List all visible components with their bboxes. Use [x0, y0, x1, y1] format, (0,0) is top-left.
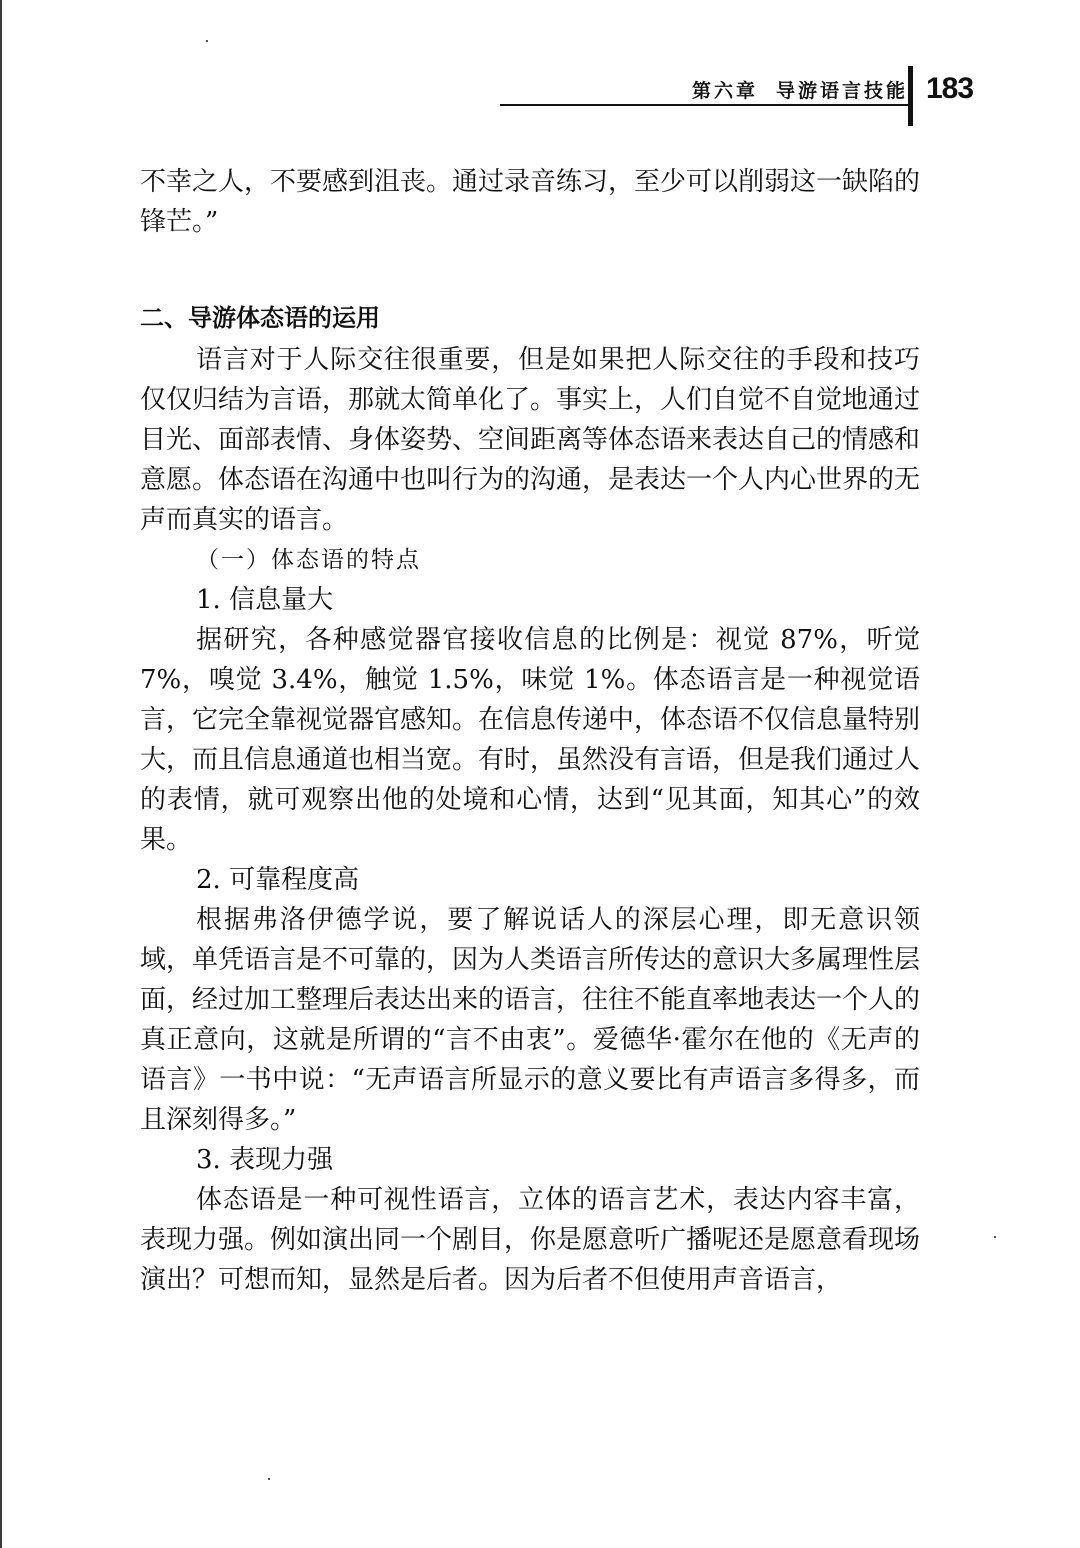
header-rule: [500, 104, 908, 106]
continued-paragraph: 不幸之人，不要感到沮丧。通过录音练习，至少可以削弱这一缺陷的锋芒。”: [140, 167, 921, 237]
running-header-title: [692, 76, 908, 103]
paragraph-reliability: 根据弗洛伊德学说，要了解说话人的深层心理，即无意识领域，单凭语言是不可靠的，因为人类语言所传达的意识大多属理性层面，经过加工整理后表达出来的语言，往往不能直率地表达一个人的真正意向，这就是所谓的“言不由衷”。爱德华·霍尔在他的《无声的语言》一书中说：“无声语言所显示的意义要比有声语言多得多，而且深刻得多。”: [140, 905, 921, 1135]
item-heading-3: 3. 表现力强: [196, 1145, 334, 1175]
page-left-edge: [0, 0, 2, 1548]
paragraph-information: 据研究，各种感觉器官接收信息的比例是：视觉 87%，听觉 7%，嗅觉 3.4%，触觉 1.5%，味觉 1%。体态语言是一种视觉语言，它完全靠视觉器官感知。在信息传递中，体态语不仅信息量特别大，而且信息通道也相当宽。有时，虽然没有言语，但是我们通过人的表情，就可观察出他的处境和心情，达到“见其面，知其心”的效果。: [140, 625, 921, 855]
header-divider-bar: [908, 66, 913, 126]
section-heading: 二、导游体态语的运用: [140, 304, 380, 332]
scan-speck: [994, 1236, 996, 1238]
running-header: [500, 66, 980, 126]
chapter-label: 第六章: [691, 80, 758, 102]
item-heading-1: 1. 信息量大: [196, 585, 334, 615]
paragraph-intro: 语言对于人际交往很重要，但是如果把人际交往的手段和技巧仅仅归结为言语，那就太简单化了。事实上，人们自觉不自觉地通过目光、面部表情、身体姿势、空间距离等体态语来表达自己的情感和意愿。体态语在沟通中也叫行为的沟通，是表达一个人内心世界的无声而真实的语言。: [140, 345, 921, 535]
item-heading-2: 2. 可靠程度高: [196, 865, 360, 895]
scan-speck: [206, 40, 208, 42]
paragraph-expressiveness: 体态语是一种可视性语言，立体的语言艺术，表达内容丰富，表现力强。例如演出同一个剧目，你是愿意听广播呢还是愿意看现场演出？可想而知，显然是后者。因为后者不但使用声音语言，: [140, 1185, 921, 1295]
page-number: 183: [926, 72, 974, 105]
chapter-title: 导游语言技能: [775, 80, 908, 102]
subsection-heading: （一）体态语的特点: [196, 547, 421, 573]
page-body: [140, 162, 920, 1300]
scan-speck: [268, 1478, 270, 1480]
